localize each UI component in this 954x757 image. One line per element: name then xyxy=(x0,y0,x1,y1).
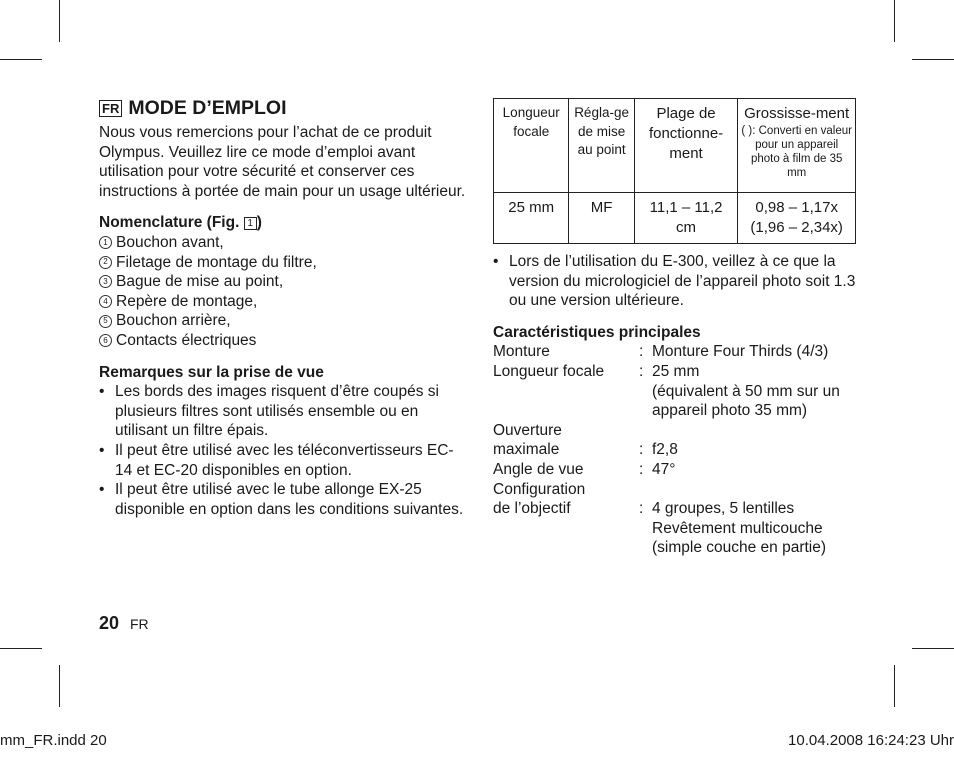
spec-value xyxy=(652,480,856,500)
title-text: MODE D’EMPLOI xyxy=(128,97,287,119)
spec-row xyxy=(493,362,856,382)
circled-number-icon: 1 xyxy=(99,236,112,249)
crop-mark xyxy=(0,648,42,649)
spec-colon xyxy=(639,382,652,421)
list-item: • Les bords des images risquent d’être coupés si plusieurs filtres sont utilisés ensemble ou en utilisant un filtre épais. xyxy=(99,382,467,441)
remarks-list xyxy=(99,382,467,519)
spec-value xyxy=(652,421,856,441)
spec-label: Angle de vue xyxy=(493,460,584,478)
spec-colon xyxy=(639,421,652,441)
language-badge: FR xyxy=(99,100,122,117)
spec-row xyxy=(493,460,856,480)
spec-table xyxy=(493,98,856,244)
list-item-text: Contacts électriques xyxy=(116,331,257,349)
page-title xyxy=(99,95,467,121)
spec-row xyxy=(493,342,856,362)
list-item-text: Repère de montage, xyxy=(116,292,258,310)
specs-heading: Caractéristiques principales xyxy=(493,323,701,341)
spec-colon xyxy=(639,480,652,500)
list-item-text: Il peut être utilisé avec le tube allonge EX-25 disponible en option dans les conditions suivantes. xyxy=(115,481,464,518)
footer-timestamp: 10.04.2008 16:24:23 Uhr xyxy=(788,732,954,749)
spec-colon: : xyxy=(639,343,644,361)
cell-focus: MF xyxy=(569,193,634,244)
list-item: • Il peut être utilisé avec les téléconvertisseurs EC-14 et EC-20 disponibles en option. xyxy=(99,441,467,480)
spec-row xyxy=(493,480,856,500)
footer-file-info: mm_FR.indd 20 xyxy=(0,732,107,749)
page-number: 20 xyxy=(99,613,120,633)
remarks-heading: Remarques sur la prise de vue xyxy=(99,363,324,381)
spec-colon: : xyxy=(639,441,644,459)
crop-mark xyxy=(59,0,60,42)
firmware-note: • Lors de l’utilisation du E-300, veillez à ce que la version du micrologiciel de l’appareil photo soit 1.3 ou une version ultérieure. xyxy=(493,253,856,310)
list-item-text: Les bords des images risquent d’être coupés si plusieurs filtres sont utilisés ensemble ou en utilisant un filtre épais. xyxy=(115,383,439,440)
spec-label xyxy=(493,519,639,558)
spec-value: (équivalent à 50 mm sur un appareil photo 35 mm) xyxy=(652,382,840,420)
spec-row xyxy=(493,440,856,460)
intro-paragraph: Nous vous remercions pour l’achat de ce produit Olympus. Veuillez lire ce mode d’emploi avant utilisation pour votre sécurité et conserver ces instructions à portée de main pour un usage ultérieur. xyxy=(99,124,466,200)
spec-value: 25 mm xyxy=(652,362,700,380)
list-item xyxy=(99,233,467,253)
spec-value: Monture Four Thirds (4/3) xyxy=(652,343,829,361)
list-item: • Il peut être utilisé avec le tube allonge EX-25 disponible en option dans les conditions suivantes. xyxy=(99,480,467,519)
circled-number-icon: 5 xyxy=(99,315,112,328)
spec-value: f2,8 xyxy=(652,441,678,459)
spec-value: 4 groupes, 5 lentilles xyxy=(652,500,795,518)
th-magnification-note: ( ): Converti en valeur pour un appareil photo à film de 35 mm xyxy=(741,125,852,179)
list-item xyxy=(99,253,467,273)
spec-value: 47° xyxy=(652,460,676,478)
list-item xyxy=(99,331,467,351)
spec-value: Revêtement multicouche (simple couche en partie) xyxy=(652,519,827,557)
th-magnification: Grossisse-ment ( ): Converti en valeur pour un appareil photo à film de 35 mm xyxy=(738,99,856,193)
crop-mark xyxy=(912,648,954,649)
page-language: FR xyxy=(130,616,149,632)
spec-label: Configuration xyxy=(493,480,586,498)
spec-colon: : xyxy=(639,500,644,518)
spec-label: de l’objectif xyxy=(493,500,571,518)
spec-label: Longueur focale xyxy=(493,362,605,380)
list-item xyxy=(99,311,467,331)
th-focus: Régla-ge de mise au point xyxy=(569,99,634,193)
spec-row xyxy=(493,421,856,441)
right-column xyxy=(493,98,856,558)
list-item-text: Bouchon avant, xyxy=(116,233,224,251)
crop-mark xyxy=(0,59,42,60)
nomenclature-heading: Nomenclature (Fig. 1 ) xyxy=(99,214,262,232)
crop-mark xyxy=(894,665,895,707)
spec-colon xyxy=(639,519,652,558)
th-focal: Longueur focale xyxy=(494,99,569,193)
spec-label: Ouverture xyxy=(493,421,562,439)
spec-label: maximale xyxy=(493,441,560,459)
crop-mark xyxy=(912,59,954,60)
crop-mark xyxy=(894,0,895,42)
specs-list xyxy=(493,342,856,558)
list-item-text: Bouchon arrière, xyxy=(116,312,231,330)
th-range: Plage de fonctionne-ment xyxy=(634,99,738,193)
list-item-text: Filetage de montage du filtre, xyxy=(116,253,317,271)
spec-colon: : xyxy=(639,460,644,478)
circled-number-icon: 6 xyxy=(99,334,112,347)
circled-number-icon: 4 xyxy=(99,295,112,308)
crop-mark xyxy=(59,665,60,707)
spec-row xyxy=(493,499,856,519)
cell-focal: 25 mm xyxy=(494,193,569,244)
spec-label: Monture xyxy=(493,343,550,361)
circled-number-icon: 2 xyxy=(99,256,112,269)
spec-colon: : xyxy=(639,362,644,380)
list-item xyxy=(99,272,467,292)
left-column xyxy=(99,95,467,519)
list-item xyxy=(99,292,467,312)
list-item-text: Il peut être utilisé avec les téléconvertisseurs EC-14 et EC-20 disponibles en option. xyxy=(115,441,454,479)
list-item-text: Bague de mise au point, xyxy=(116,273,284,291)
table-header-row xyxy=(494,99,856,193)
circled-number-icon: 3 xyxy=(99,275,112,288)
spec-row xyxy=(493,519,856,558)
cell-magnification: 0,98 – 1,17x (1,96 – 2,34x) xyxy=(738,193,856,244)
spec-row xyxy=(493,382,856,421)
table-row xyxy=(494,193,856,244)
nomenclature-list xyxy=(99,233,467,351)
cell-range: 11,1 – 11,2 cm xyxy=(634,193,738,244)
spec-label xyxy=(493,382,639,421)
figure-ref-box: 1 xyxy=(244,217,257,230)
